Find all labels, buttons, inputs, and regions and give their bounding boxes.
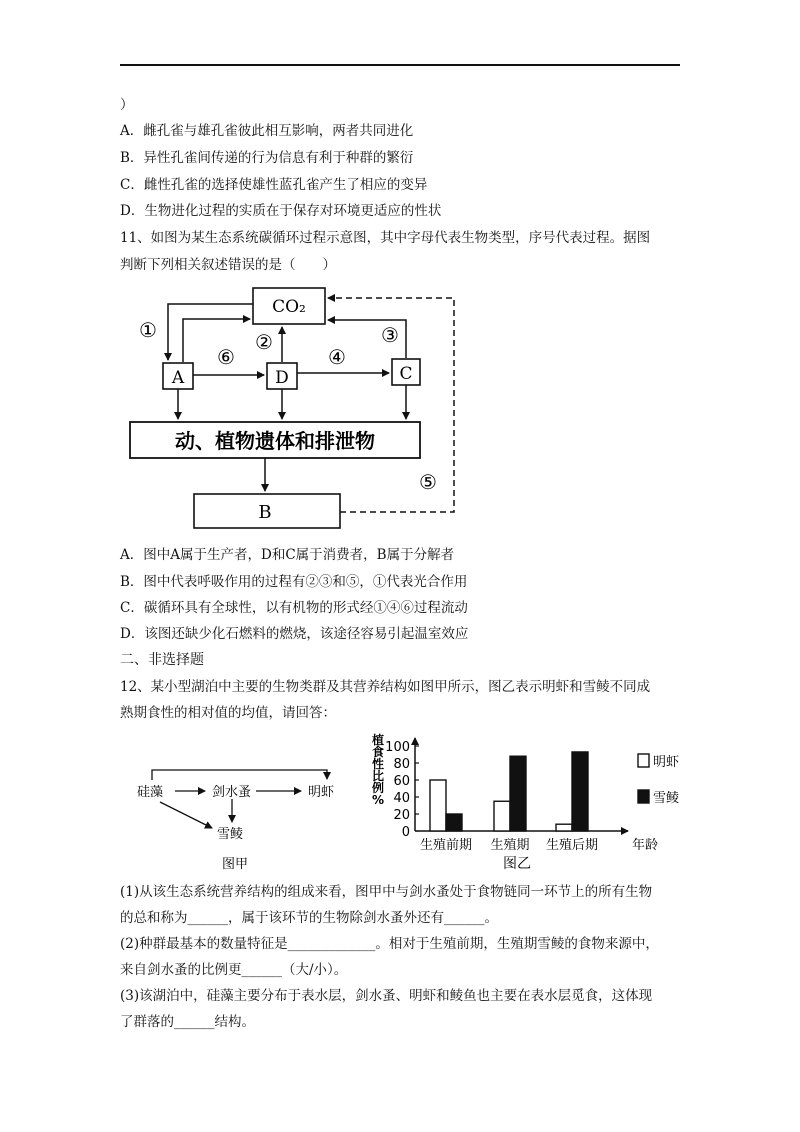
q11-option-b: B．图中代表呼吸作用的过程有②③和⑤，①代表光合作用 bbox=[120, 574, 468, 590]
y-axis-label-char: 比 bbox=[371, 769, 385, 783]
q12-sub-line2: 的总和称为______，属于该环节的生物除剑水蚤外还有______。 bbox=[120, 910, 498, 926]
bar-fish-2 bbox=[510, 756, 526, 831]
x-tick-label: 生殖期 bbox=[490, 838, 530, 853]
box-d-label: D bbox=[275, 368, 289, 388]
co2-label: CO₂ bbox=[272, 297, 306, 317]
q12-sub-line3: (2)种群最基本的数量特征是_____________。相对于生殖前期，生殖期雪鲮的食物来源中， bbox=[120, 936, 659, 952]
label-3: ③ bbox=[381, 323, 399, 347]
label-6: ⑥ bbox=[217, 345, 235, 369]
y-tick-label: 40 bbox=[393, 791, 410, 806]
y-tick-label: 60 bbox=[393, 774, 410, 789]
box-c-label: C bbox=[399, 364, 413, 384]
q10-option-b: B．异性孔雀间传递的行为信息有利于种群的繁衍 bbox=[120, 150, 414, 166]
web-caption: 图甲 bbox=[222, 857, 249, 872]
q10-option-c: C．雌性孔雀的选择使雄性蓝孔雀产生了相应的变异 bbox=[120, 177, 428, 193]
q11-option-d: D．该图还缺少化石燃料的燃烧，该途径容易引起温室效应 bbox=[120, 626, 469, 642]
q11-option-a: A．图中A属于生产者，D和C属于消费者，B属于分解者 bbox=[120, 547, 455, 563]
label-4: ④ bbox=[328, 345, 346, 369]
remains-label: 动、植物遗体和排泄物 bbox=[175, 429, 375, 453]
x-tick-label: 生殖前期 bbox=[419, 838, 473, 853]
q12-sub-line5: (3)该湖泊中，硅藻主要分布于表水层，剑水蚤、明虾和鲮鱼也主要在表水层觅食，这体现 bbox=[120, 988, 653, 1004]
x-axis-label: 年龄 bbox=[632, 838, 659, 853]
web-fish: 雪鲮 bbox=[217, 827, 244, 842]
legend-swatch-shrimp bbox=[638, 754, 649, 767]
y-axis-label-char: 食 bbox=[371, 745, 385, 759]
legend-label-fish: 雪鲮 bbox=[653, 791, 680, 806]
web-larva: 剑水蚤 bbox=[212, 785, 252, 800]
box-a-label: A bbox=[171, 368, 185, 388]
y-axis-label-char: 例 bbox=[371, 781, 385, 795]
bar-shrimp-2 bbox=[494, 801, 510, 831]
q11-option-c: C．碳循环具有全球性，以有机物的形式经①④⑥过程流动 bbox=[120, 600, 468, 616]
label-1: ① bbox=[139, 318, 157, 342]
chart-caption: 图乙 bbox=[503, 856, 531, 872]
y-tick-label: 0 bbox=[401, 825, 410, 840]
q10-option-d: D．生物进化过程的实质在于保存对环境更适应的性状 bbox=[120, 203, 442, 219]
y-tick-label: 100 bbox=[385, 740, 410, 755]
bar-fish-3 bbox=[572, 752, 588, 831]
q11-stem-line1: 11、如图为某生态系统碳循环过程示意图，其中字母代表生物类型，序号代表过程。据图 bbox=[120, 230, 651, 246]
y-axis-label-char: 植 bbox=[371, 733, 385, 747]
label-5: ⑤ bbox=[419, 470, 437, 494]
y-axis-label-char: % bbox=[371, 793, 385, 807]
y-tick-label: 80 bbox=[393, 757, 410, 772]
bar-fish-1 bbox=[446, 814, 462, 831]
q12-sub-line4: 来自剑水蚤的比例更______（大/小）。 bbox=[120, 962, 348, 978]
q12-stem-line2: 熟期食性的相对值的均值，请回答： bbox=[120, 705, 336, 721]
web-algae: 硅藻 bbox=[137, 785, 164, 800]
y-axis-label-char: 性 bbox=[371, 757, 385, 771]
q10-continuation: ） bbox=[120, 97, 134, 113]
q12-sub-line6: 了群落的______结构。 bbox=[120, 1014, 255, 1030]
q10-option-a: A．雌孔雀与雄孔雀彼此相互影响，两者共同进化 bbox=[120, 123, 414, 139]
bar-shrimp-1 bbox=[430, 780, 446, 831]
bar-shrimp-3 bbox=[556, 824, 572, 831]
box-b-label: B bbox=[258, 502, 272, 523]
legend-label-shrimp: 明虾 bbox=[653, 755, 680, 770]
q12-sub-line1: (1)从该生态系统营养结构的组成来看，图甲中与剑水蚤处于食物链同一环节上的所有生物 bbox=[120, 884, 653, 900]
q12-stem-line1: 12、某小型湖泊中主要的生物类群及其营养结构如图甲所示，图乙表示明虾和雪鲮不同成 bbox=[120, 679, 651, 695]
section-heading: 二、非选择题 bbox=[120, 652, 204, 668]
x-tick-label: 生殖后期 bbox=[545, 838, 599, 853]
label-2: ② bbox=[255, 330, 273, 354]
legend-swatch-fish bbox=[638, 790, 649, 803]
y-tick-label: 20 bbox=[393, 808, 410, 823]
web-shrimp: 明虾 bbox=[308, 785, 335, 800]
q11-stem-line2: 判断下列相关叙述错误的是（ ） bbox=[120, 257, 336, 273]
